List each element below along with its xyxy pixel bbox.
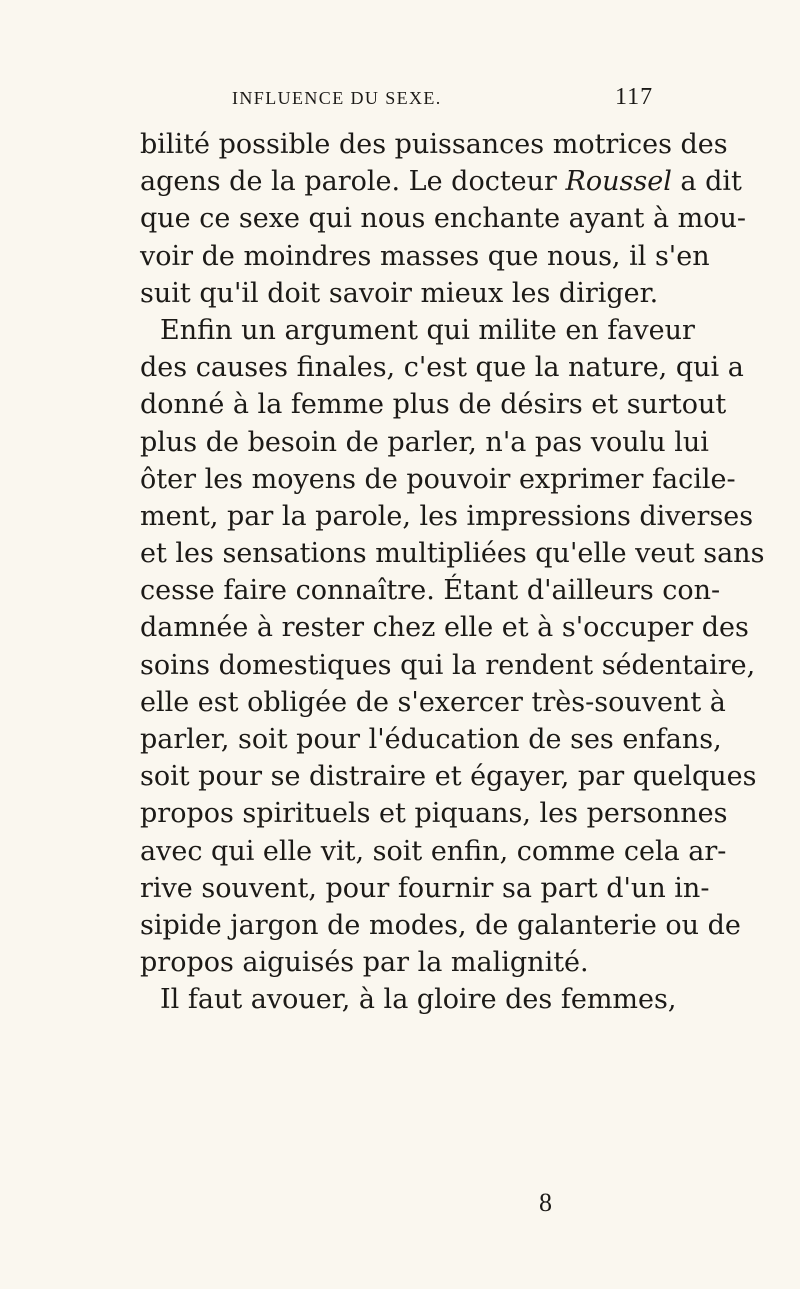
text-line: propos aiguisés par la malignité. bbox=[140, 947, 589, 979]
body-text bbox=[140, 126, 765, 1019]
text-line: elle est obligée de s'exercer très-souvent à bbox=[140, 686, 726, 718]
text-line: plus de besoin de parler, n'a pas voulu lui bbox=[140, 426, 709, 458]
text-line: damnée à rester chez elle et à s'occuper des bbox=[140, 612, 749, 644]
text-line: bilité possible des puissances motrices des bbox=[140, 129, 728, 160]
text-line-end: a dit bbox=[671, 166, 742, 198]
text-line: soit pour se distraire et égayer, par quelques bbox=[140, 761, 757, 793]
text-line: ôter les moyens de pouvoir exprimer facile- bbox=[140, 463, 736, 495]
text-line: sipide jargon de modes, de galanterie ou de bbox=[140, 909, 741, 941]
text-line: donné à la femme plus de désirs et surtout bbox=[140, 389, 727, 421]
text-line: rive souvent, pour fournir sa part d'un in- bbox=[140, 872, 710, 904]
author-name: Roussel bbox=[565, 166, 672, 198]
text-line: suit qu'il doit savoir mieux les diriger. bbox=[140, 277, 659, 309]
text-line-start: agens de la parole. Le docteur bbox=[140, 166, 566, 198]
text-line: parler, soit pour l'éducation de ses enfans, bbox=[140, 724, 722, 755]
signature-mark: 8 bbox=[539, 1188, 552, 1217]
page-number: 117 bbox=[615, 84, 654, 110]
text-line: propos spirituels et piquans, les personnes bbox=[140, 798, 728, 830]
running-title: INFLUENCE DU SEXE. bbox=[232, 88, 442, 108]
text-line: Il faut avouer, à la gloire des femmes, bbox=[160, 984, 677, 1016]
text-line bbox=[140, 163, 742, 200]
text-line: que ce sexe qui nous enchante ayant à mou- bbox=[140, 203, 746, 235]
text-line: soins domestiques qui la rendent sédentaire, bbox=[140, 649, 756, 681]
text-line: cesse faire connaître. Étant d'ailleurs con- bbox=[140, 575, 721, 607]
text-line: des causes finales, c'est que la nature, qui a bbox=[140, 352, 744, 384]
text-line: avec qui elle vit, soit enfin, comme cela ar- bbox=[140, 835, 727, 867]
text-line: ment, par la parole, les impressions diverses bbox=[140, 500, 754, 532]
text-line: Enfin un argument qui milite en faveur bbox=[160, 314, 695, 346]
text-line: et les sensations multipliées qu'elle veut sans bbox=[140, 538, 765, 570]
running-head bbox=[0, 74, 800, 114]
text-line: voir de moindres masses que nous, il s'en bbox=[140, 240, 710, 272]
